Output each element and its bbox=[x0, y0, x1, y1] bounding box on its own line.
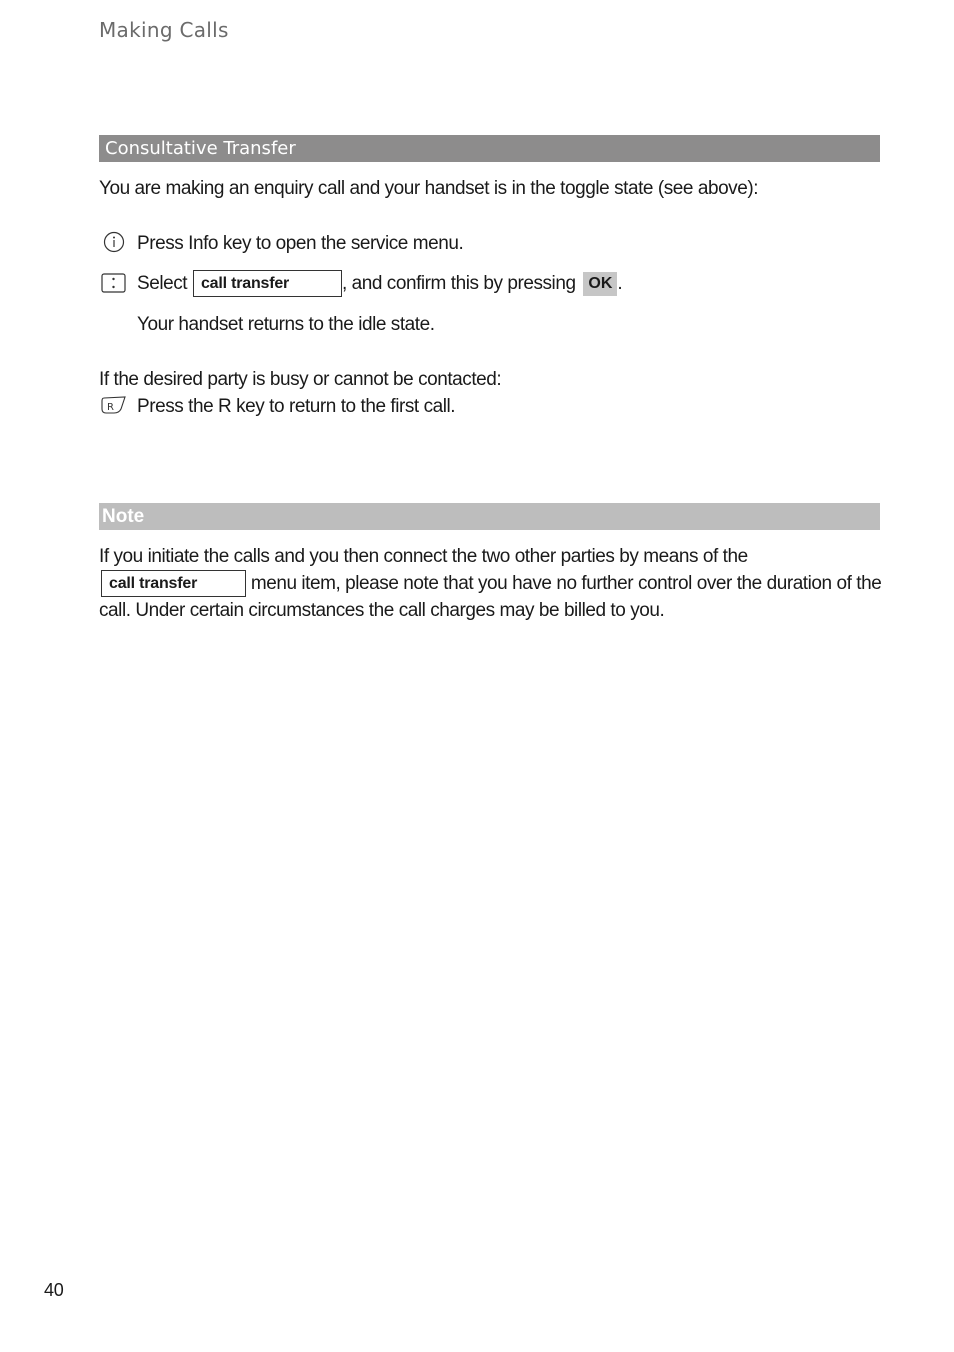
note-title: Note bbox=[99, 503, 880, 530]
r-key-icon bbox=[100, 395, 127, 415]
page-header: Making Calls bbox=[99, 18, 229, 42]
navigation-key-icon bbox=[101, 273, 126, 293]
section-title-consultative-transfer: Consultative Transfer bbox=[99, 135, 880, 162]
ok-key: OK bbox=[583, 272, 617, 296]
confirm-period: . bbox=[617, 273, 623, 294]
note-line-3: call. Under certain circumstances the call charges may be billed to you. bbox=[99, 600, 665, 621]
busy-intro-text: If the desired party is busy or cannot be contacted: bbox=[99, 369, 502, 390]
idle-state-text: Your handset returns to the idle state. bbox=[137, 314, 435, 335]
step-info-text: Press Info key to open the service menu. bbox=[137, 233, 464, 254]
menu-item-call-transfer: call transfer bbox=[193, 270, 342, 297]
step-r-key-text: Press the R key to return to the first call. bbox=[137, 396, 456, 417]
page-number: 40 bbox=[44, 1280, 64, 1300]
info-icon bbox=[103, 231, 125, 253]
step-select-line bbox=[137, 270, 622, 297]
note-line-2 bbox=[99, 570, 881, 597]
intro-text: You are making an enquiry call and your handset is in the toggle state (see above): bbox=[99, 178, 759, 199]
note-line-1: If you initiate the calls and you then connect the two other parties by means of the bbox=[99, 546, 748, 567]
svg-text:R: R bbox=[107, 402, 114, 413]
note-menu-item-call-transfer: call transfer bbox=[101, 570, 246, 597]
select-label: Select bbox=[137, 273, 188, 294]
note-line-2-text: menu item, please note that you have no further control over the duration of the bbox=[250, 573, 882, 594]
confirm-text: , and confirm this by pressing bbox=[341, 273, 576, 294]
